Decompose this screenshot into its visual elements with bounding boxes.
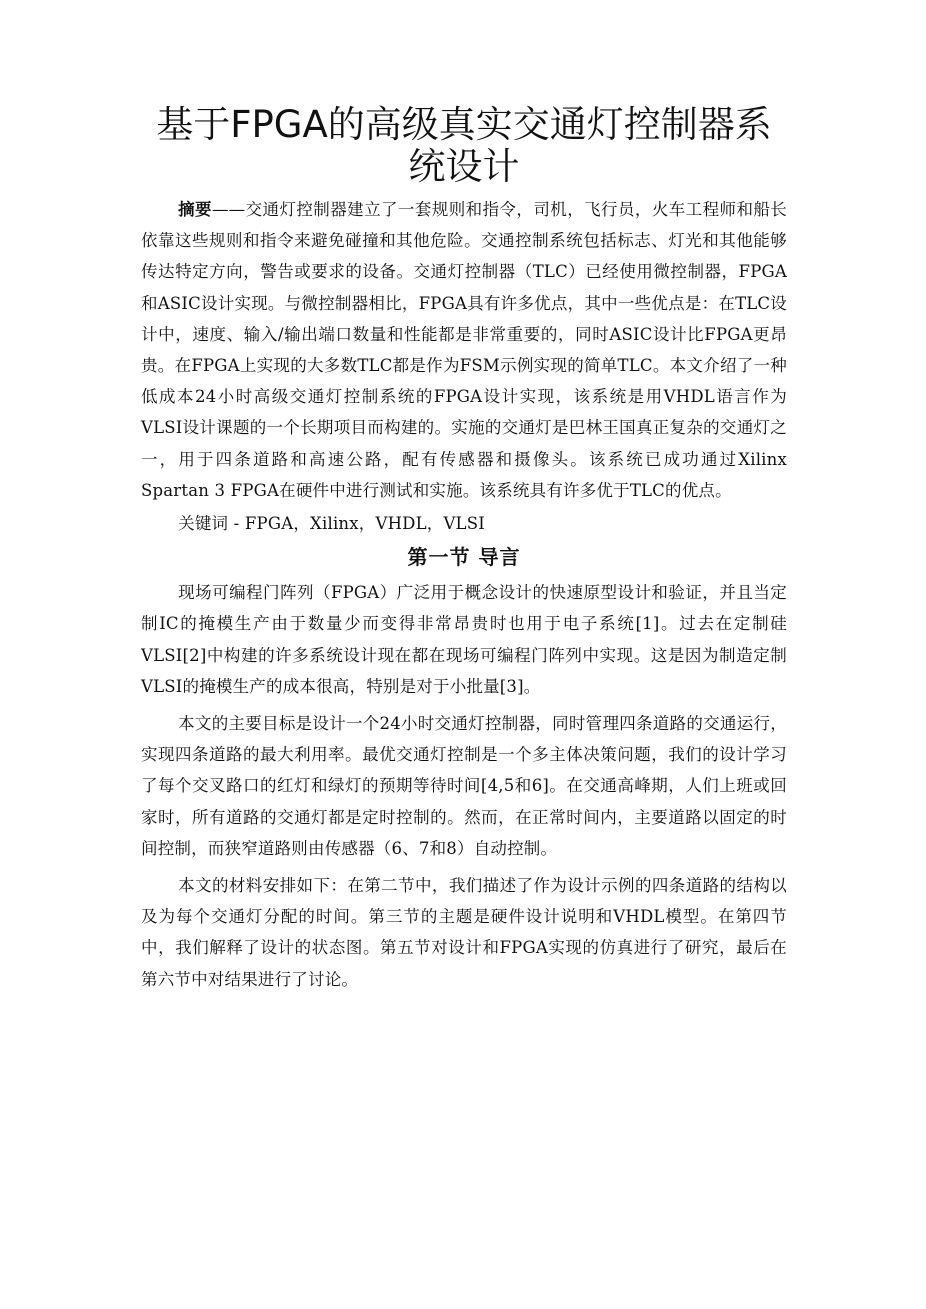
title-line-2: 统设计 xyxy=(408,145,520,188)
title-line-1: 基于FPGA的高级真实交通灯控制器系 xyxy=(156,103,772,146)
paper-page xyxy=(141,104,787,995)
abstract-paragraph xyxy=(141,194,787,506)
paper-title xyxy=(141,104,787,188)
abstract-text: ——交通灯控制器建立了一套规则和指令，司机，飞行员，火车工程师和船长依靠这些规则和指令来避免碰撞和其他危险。交通控制系统包括标志、灯光和其他能够传达特定方向，警告或要求的设备。交通灯控制器（TLC）已经使用微控制器，FPGA和ASIC设计实现。与微控制器相比，FPGA具有许多优点，其中一些优点是：在TLC设计中，速度、输入/输出端口数量和性能都是非常重要的，同时ASIC设计比FPGA更昂贵。在FPGA上实现的大多数TLC都是作为FSM示例实现的简单TLC。本文介绍了一种低成本24小时高级交通灯控制系统的FPGA设计实现，该系统是用VHDL语言作为VLSI设计课题的一个长期项目而构建的。实施的交通灯是巴林王国真正复杂的交通灯之一，用于四条道路和高速公路，配有传感器和摄像头。该系统已成功通过Xilinx Spartan 3 FPGA在硬件中进行测试和实施。该系统具有许多优于TLC的优点。 xyxy=(141,200,787,500)
intro-paragraph-2: 本文的主要目标是设计一个24小时交通灯控制器，同时管理四条道路的交通运行，实现四条道路的最大利用率。最优交通灯控制是一个多主体决策问题，我们的设计学习了每个交叉路口的红灯和绿灯的预期等待时间[4,5和6]。在交通高峰期，人们上班或回家时，所有道路的交通灯都是定时控制的。然而，在正常时间内，主要道路以固定的时间控制，而狭窄道路则由传感器（6、7和8）自动控制。 xyxy=(141,714,787,858)
intro-paragraph-1: 现场可编程门阵列（FPGA）广泛用于概念设计的快速原型设计和验证，并且当定制IC的掩模生产由于数量少而变得非常昂贵时也用于电子系统[1]。过去在定制硅VLSI[2]中构建的许多系统设计现在都在现场可编程门阵列中实现。这是因为制造定制VLSI的掩模生产的成本很高，特别是对于小批量[3]。 xyxy=(141,583,787,696)
section-heading-introduction: 第一节 导言 xyxy=(407,545,521,570)
keywords-line: 关键词 - FPGA，Xilinx，VHDL，VLSI xyxy=(178,514,485,534)
intro-paragraph-3: 本文的材料安排如下：在第二节中，我们描述了作为设计示例的四条道路的结构以及为每个交通灯分配的时间。第三节的主题是硬件设计说明和VHDL模型。在第四节中，我们解释了设计的状态图。第五节对设计和FPGA实现的仿真进行了研究，最后在第六节中对结果进行了讨论。 xyxy=(141,876,787,989)
abstract-label: 摘要 xyxy=(178,200,212,219)
